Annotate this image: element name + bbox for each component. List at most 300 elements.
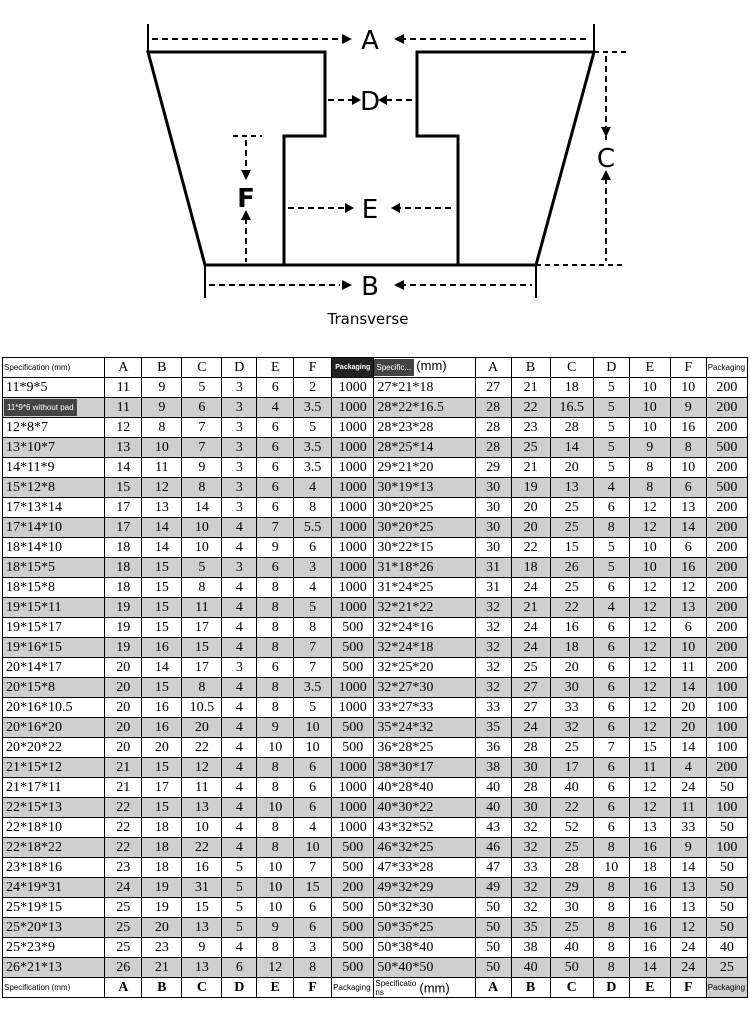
left-d-cell: 4 xyxy=(222,778,257,798)
right-c-cell: 33 xyxy=(550,698,593,718)
right-packaging-cell: 200 xyxy=(706,618,747,638)
left-a-cell: 12 xyxy=(105,418,142,438)
footer-col-d-right: D xyxy=(593,978,629,998)
right-d-cell: 8 xyxy=(593,938,629,958)
left-packaging-cell: 1000 xyxy=(332,418,374,438)
left-e-cell: 8 xyxy=(257,838,294,858)
left-spec-cell: 19*15*17 xyxy=(3,618,105,638)
right-c-cell: 25 xyxy=(550,518,593,538)
left-c-cell: 12 xyxy=(182,758,222,778)
left-packaging-cell: 1000 xyxy=(332,478,374,498)
table-row xyxy=(3,478,748,498)
table-row xyxy=(3,818,748,838)
left-e-cell: 6 xyxy=(257,438,294,458)
right-packaging-cell: 25 xyxy=(706,958,747,978)
extension-lines xyxy=(148,24,626,298)
footer-col-e-right: E xyxy=(629,978,670,998)
right-b-cell: 22 xyxy=(511,538,550,558)
right-packaging-cell: 50 xyxy=(706,778,747,798)
left-c-cell: 17 xyxy=(182,658,222,678)
right-spec-cell: 30*22*15 xyxy=(374,538,475,558)
header-col-d: D xyxy=(222,358,257,378)
left-packaging-cell: 500 xyxy=(332,838,374,858)
left-b-cell: 9 xyxy=(142,378,182,398)
right-c-cell: 40 xyxy=(550,938,593,958)
left-d-cell: 3 xyxy=(222,398,257,418)
left-d-cell: 5 xyxy=(222,918,257,938)
right-e-cell: 18 xyxy=(629,858,670,878)
left-c-cell: 13 xyxy=(182,918,222,938)
right-f-cell: 6 xyxy=(670,478,706,498)
right-spec-cell: 46*32*25 xyxy=(374,838,475,858)
left-spec-cell xyxy=(3,398,105,418)
footer-col-e: E xyxy=(257,978,294,998)
right-d-cell: 6 xyxy=(593,818,629,838)
left-b-cell: 15 xyxy=(142,798,182,818)
left-e-cell: 8 xyxy=(257,938,294,958)
left-f-cell: 10 xyxy=(294,738,332,758)
right-d-cell: 6 xyxy=(593,498,629,518)
right-spec-cell: 40*28*40 xyxy=(374,778,475,798)
right-e-cell: 8 xyxy=(629,458,670,478)
right-a-cell: 31 xyxy=(475,558,511,578)
left-packaging-cell: 1000 xyxy=(332,678,374,698)
right-packaging-cell: 40 xyxy=(706,938,747,958)
right-f-cell: 20 xyxy=(670,718,706,738)
left-e-cell: 9 xyxy=(257,918,294,938)
right-packaging-cell: 100 xyxy=(706,738,747,758)
left-d-cell: 4 xyxy=(222,718,257,738)
right-e-cell: 10 xyxy=(629,398,670,418)
right-spec-cell: 32*25*20 xyxy=(374,658,475,678)
right-b-cell: 24 xyxy=(511,638,550,658)
left-d-cell: 4 xyxy=(222,598,257,618)
right-f-cell: 6 xyxy=(670,618,706,638)
table-row xyxy=(3,378,748,398)
right-c-cell: 13 xyxy=(550,478,593,498)
right-c-cell: 22 xyxy=(550,598,593,618)
left-c-cell: 11 xyxy=(182,778,222,798)
right-f-cell: 14 xyxy=(670,858,706,878)
right-f-cell: 33 xyxy=(670,818,706,838)
right-d-cell: 7 xyxy=(593,738,629,758)
left-e-cell: 10 xyxy=(257,878,294,898)
left-c-cell: 20 xyxy=(182,718,222,738)
right-packaging-cell: 50 xyxy=(706,898,747,918)
left-f-cell: 8 xyxy=(294,618,332,638)
right-packaging-cell: 50 xyxy=(706,818,747,838)
right-d-cell: 8 xyxy=(593,898,629,918)
right-a-cell: 32 xyxy=(475,598,511,618)
footer-packaging-left: Packaging xyxy=(332,978,374,998)
right-d-cell: 5 xyxy=(593,418,629,438)
right-c-cell: 52 xyxy=(550,818,593,838)
left-e-cell: 6 xyxy=(257,658,294,678)
left-b-cell: 17 xyxy=(142,778,182,798)
left-e-cell: 6 xyxy=(257,498,294,518)
right-b-cell: 21 xyxy=(511,458,550,478)
header-packaging-left: Packaging xyxy=(332,358,374,378)
left-e-cell: 8 xyxy=(257,678,294,698)
right-e-cell: 12 xyxy=(629,798,670,818)
left-f-cell: 6 xyxy=(294,898,332,918)
header-col-f-right: F xyxy=(670,358,706,378)
right-b-cell: 24 xyxy=(511,618,550,638)
left-b-cell: 12 xyxy=(142,478,182,498)
left-f-cell: 8 xyxy=(294,958,332,978)
right-packaging-cell: 200 xyxy=(706,638,747,658)
right-e-cell: 12 xyxy=(629,678,670,698)
left-spec-cell: 25*23*9 xyxy=(3,938,105,958)
right-e-cell: 10 xyxy=(629,558,670,578)
right-f-cell: 6 xyxy=(670,538,706,558)
left-c-cell: 13 xyxy=(182,958,222,978)
right-c-cell: 18 xyxy=(550,378,593,398)
left-packaging-cell: 1000 xyxy=(332,698,374,718)
right-d-cell: 4 xyxy=(593,478,629,498)
right-packaging-cell: 200 xyxy=(706,378,747,398)
right-e-cell: 10 xyxy=(629,538,670,558)
right-spec-cell: 31*18*26 xyxy=(374,558,475,578)
table-row xyxy=(3,798,748,818)
footer-spec-right xyxy=(374,978,475,998)
right-a-cell: 33 xyxy=(475,698,511,718)
left-packaging-cell: 1000 xyxy=(332,598,374,618)
left-d-cell: 3 xyxy=(222,498,257,518)
left-a-cell: 15 xyxy=(105,478,142,498)
header-unit-right: (mm) xyxy=(416,358,447,373)
right-b-cell: 27 xyxy=(511,698,550,718)
left-e-cell: 10 xyxy=(257,738,294,758)
right-spec-cell: 32*24*16 xyxy=(374,618,475,638)
left-b-cell: 15 xyxy=(142,618,182,638)
right-d-cell: 5 xyxy=(593,558,629,578)
right-packaging-cell: 200 xyxy=(706,758,747,778)
left-f-cell: 5 xyxy=(294,418,332,438)
right-f-cell: 13 xyxy=(670,598,706,618)
right-a-cell: 46 xyxy=(475,838,511,858)
table-row xyxy=(3,838,748,858)
right-c-cell: 25 xyxy=(550,918,593,938)
right-spec-cell: 50*32*30 xyxy=(374,898,475,918)
right-f-cell: 24 xyxy=(670,778,706,798)
left-d-cell: 6 xyxy=(222,958,257,978)
left-c-cell: 10.5 xyxy=(182,698,222,718)
right-c-cell: 25 xyxy=(550,738,593,758)
right-e-cell: 12 xyxy=(629,578,670,598)
right-b-cell: 28 xyxy=(511,778,550,798)
right-f-cell: 24 xyxy=(670,958,706,978)
left-packaging-cell: 1000 xyxy=(332,438,374,458)
right-packaging-cell: 50 xyxy=(706,918,747,938)
left-packaging-cell: 500 xyxy=(332,718,374,738)
table-row xyxy=(3,538,748,558)
left-spec-cell: 17*14*10 xyxy=(3,518,105,538)
left-b-cell: 10 xyxy=(142,438,182,458)
right-d-cell: 6 xyxy=(593,778,629,798)
right-b-cell: 21 xyxy=(511,378,550,398)
label-b: B xyxy=(361,272,379,302)
right-packaging-cell: 500 xyxy=(706,438,747,458)
footer-col-f: F xyxy=(294,978,332,998)
header-col-c: C xyxy=(182,358,222,378)
left-a-cell: 19 xyxy=(105,598,142,618)
right-b-cell: 19 xyxy=(511,478,550,498)
right-spec-cell: 30*19*13 xyxy=(374,478,475,498)
right-spec-cell: 27*21*18 xyxy=(374,378,475,398)
right-a-cell: 32 xyxy=(475,658,511,678)
right-spec-cell: 35*24*32 xyxy=(374,718,475,738)
right-d-cell: 8 xyxy=(593,878,629,898)
right-e-cell: 16 xyxy=(629,898,670,918)
right-b-cell: 25 xyxy=(511,438,550,458)
right-c-cell: 28 xyxy=(550,858,593,878)
right-b-cell: 21 xyxy=(511,598,550,618)
right-e-cell: 13 xyxy=(629,818,670,838)
left-a-cell: 24 xyxy=(105,878,142,898)
right-f-cell: 10 xyxy=(670,638,706,658)
left-a-cell: 20 xyxy=(105,698,142,718)
right-d-cell: 6 xyxy=(593,758,629,778)
left-packaging-cell: 500 xyxy=(332,618,374,638)
right-f-cell: 20 xyxy=(670,698,706,718)
right-f-cell: 10 xyxy=(670,378,706,398)
table-row xyxy=(3,738,748,758)
right-e-cell: 12 xyxy=(629,658,670,678)
right-f-cell: 24 xyxy=(670,938,706,958)
left-e-cell: 10 xyxy=(257,798,294,818)
left-a-cell: 11 xyxy=(105,398,142,418)
right-packaging-cell: 50 xyxy=(706,878,747,898)
right-spec-cell: 36*28*25 xyxy=(374,738,475,758)
right-b-cell: 35 xyxy=(511,918,550,938)
right-packaging-cell: 200 xyxy=(706,418,747,438)
right-a-cell: 50 xyxy=(475,958,511,978)
left-packaging-cell: 1000 xyxy=(332,558,374,578)
left-a-cell: 22 xyxy=(105,818,142,838)
left-spec-cell: 25*20*13 xyxy=(3,918,105,938)
left-e-cell: 8 xyxy=(257,618,294,638)
right-spec-cell: 29*21*20 xyxy=(374,458,475,478)
right-c-cell: 50 xyxy=(550,958,593,978)
right-b-cell: 32 xyxy=(511,818,550,838)
right-spec-cell: 43*32*52 xyxy=(374,818,475,838)
right-packaging-cell: 100 xyxy=(706,718,747,738)
left-f-cell: 6 xyxy=(294,918,332,938)
right-a-cell: 50 xyxy=(475,898,511,918)
right-c-cell: 14 xyxy=(550,438,593,458)
left-f-cell: 3 xyxy=(294,558,332,578)
dimension-lines xyxy=(152,39,606,285)
left-f-cell: 3.5 xyxy=(294,398,332,418)
left-e-cell: 9 xyxy=(257,538,294,558)
left-packaging-cell: 500 xyxy=(332,958,374,978)
right-c-cell: 30 xyxy=(550,678,593,698)
right-a-cell: 28 xyxy=(475,418,511,438)
table-row xyxy=(3,558,748,578)
left-c-cell: 17 xyxy=(182,618,222,638)
footer-spec-right-label: Specifications xyxy=(375,978,417,997)
left-d-cell: 5 xyxy=(222,878,257,898)
right-f-cell: 4 xyxy=(670,758,706,778)
left-d-cell: 4 xyxy=(222,698,257,718)
right-a-cell: 29 xyxy=(475,458,511,478)
left-f-cell: 15 xyxy=(294,878,332,898)
table-row xyxy=(3,418,748,438)
left-e-cell: 6 xyxy=(257,478,294,498)
left-d-cell: 4 xyxy=(222,638,257,658)
right-c-cell: 20 xyxy=(550,458,593,478)
right-b-cell: 33 xyxy=(511,858,550,878)
left-c-cell: 14 xyxy=(182,498,222,518)
table-row xyxy=(3,438,748,458)
left-f-cell: 6 xyxy=(294,798,332,818)
left-packaging-cell: 500 xyxy=(332,658,374,678)
left-a-cell: 25 xyxy=(105,898,142,918)
arrow-heads xyxy=(241,34,611,290)
left-c-cell: 7 xyxy=(182,438,222,458)
left-spec-cell: 11*9*5 xyxy=(3,378,105,398)
left-c-cell: 15 xyxy=(182,898,222,918)
right-packaging-cell: 100 xyxy=(706,698,747,718)
left-spec-cell: 14*11*9 xyxy=(3,458,105,478)
table-row xyxy=(3,618,748,638)
left-packaging-cell: 500 xyxy=(332,918,374,938)
right-e-cell: 16 xyxy=(629,938,670,958)
right-d-cell: 8 xyxy=(593,838,629,858)
left-f-cell: 6 xyxy=(294,778,332,798)
left-e-cell: 10 xyxy=(257,898,294,918)
right-d-cell: 6 xyxy=(593,638,629,658)
left-b-cell: 16 xyxy=(142,638,182,658)
right-b-cell: 40 xyxy=(511,958,550,978)
right-d-cell: 6 xyxy=(593,678,629,698)
left-packaging-cell: 1000 xyxy=(332,578,374,598)
left-e-cell: 7 xyxy=(257,518,294,538)
table-row xyxy=(3,938,748,958)
right-b-cell: 23 xyxy=(511,418,550,438)
right-f-cell: 16 xyxy=(670,418,706,438)
left-spec-cell: 22*15*13 xyxy=(3,798,105,818)
right-b-cell: 28 xyxy=(511,738,550,758)
left-a-cell: 25 xyxy=(105,918,142,938)
left-d-cell: 3 xyxy=(222,478,257,498)
left-c-cell: 22 xyxy=(182,838,222,858)
right-e-cell: 15 xyxy=(629,738,670,758)
left-b-cell: 13 xyxy=(142,498,182,518)
left-a-cell: 23 xyxy=(105,858,142,878)
right-f-cell: 9 xyxy=(670,838,706,858)
right-c-cell: 15 xyxy=(550,538,593,558)
right-a-cell: 30 xyxy=(475,498,511,518)
right-e-cell: 12 xyxy=(629,778,670,798)
left-spec-cell: 12*8*7 xyxy=(3,418,105,438)
right-spec-cell: 30*20*25 xyxy=(374,518,475,538)
left-a-cell: 20 xyxy=(105,718,142,738)
left-f-cell: 10 xyxy=(294,838,332,858)
left-e-cell: 8 xyxy=(257,698,294,718)
right-c-cell: 20 xyxy=(550,658,593,678)
right-f-cell: 13 xyxy=(670,878,706,898)
part-outline xyxy=(148,52,594,265)
left-f-cell: 5.5 xyxy=(294,518,332,538)
right-d-cell: 8 xyxy=(593,958,629,978)
right-a-cell: 30 xyxy=(475,478,511,498)
left-d-cell: 3 xyxy=(222,558,257,578)
table-row xyxy=(3,458,748,478)
left-spec-cell: 20*20*22 xyxy=(3,738,105,758)
left-e-cell: 6 xyxy=(257,458,294,478)
left-a-cell: 20 xyxy=(105,738,142,758)
right-f-cell: 14 xyxy=(670,738,706,758)
header-col-f: F xyxy=(294,358,332,378)
right-d-cell: 6 xyxy=(593,718,629,738)
left-d-cell: 4 xyxy=(222,818,257,838)
left-a-cell: 13 xyxy=(105,438,142,458)
left-a-cell: 20 xyxy=(105,678,142,698)
table-header-row xyxy=(3,358,748,378)
left-d-cell: 3 xyxy=(222,378,257,398)
right-packaging-cell: 200 xyxy=(706,538,747,558)
right-spec-cell: 50*38*40 xyxy=(374,938,475,958)
left-packaging-cell: 500 xyxy=(332,638,374,658)
right-c-cell: 28 xyxy=(550,418,593,438)
left-spec-cell: 22*18*22 xyxy=(3,838,105,858)
right-d-cell: 6 xyxy=(593,618,629,638)
footer-spec-left: Specification (mm) xyxy=(3,978,105,998)
diagram-caption: Transverse xyxy=(327,310,409,328)
left-e-cell: 8 xyxy=(257,818,294,838)
right-c-cell: 16 xyxy=(550,618,593,638)
right-b-cell: 18 xyxy=(511,558,550,578)
right-spec-cell: 30*20*25 xyxy=(374,498,475,518)
left-f-cell: 6 xyxy=(294,538,332,558)
left-packaging-cell: 1000 xyxy=(332,758,374,778)
right-spec-cell: 31*24*25 xyxy=(374,578,475,598)
table-row xyxy=(3,698,748,718)
left-spec-cell: 13*10*7 xyxy=(3,438,105,458)
right-a-cell: 43 xyxy=(475,818,511,838)
left-f-cell: 7 xyxy=(294,858,332,878)
spec-badge: 11*9*6 without pad xyxy=(4,399,77,416)
header-col-c-right: C xyxy=(550,358,593,378)
right-c-cell: 16.5 xyxy=(550,398,593,418)
right-b-cell: 27 xyxy=(511,678,550,698)
header-col-b: B xyxy=(142,358,182,378)
right-b-cell: 24 xyxy=(511,578,550,598)
left-d-cell: 4 xyxy=(222,838,257,858)
footer-col-b: B xyxy=(142,978,182,998)
right-e-cell: 16 xyxy=(629,878,670,898)
right-spec-cell: 32*27*30 xyxy=(374,678,475,698)
left-f-cell: 5 xyxy=(294,698,332,718)
dimension-diagram xyxy=(0,0,750,350)
left-f-cell: 6 xyxy=(294,758,332,778)
right-e-cell: 12 xyxy=(629,638,670,658)
right-e-cell: 10 xyxy=(629,418,670,438)
left-d-cell: 4 xyxy=(222,798,257,818)
right-e-cell: 12 xyxy=(629,498,670,518)
left-d-cell: 3 xyxy=(222,438,257,458)
footer-unit-right: (mm) xyxy=(419,980,450,995)
right-b-cell: 30 xyxy=(511,798,550,818)
right-a-cell: 38 xyxy=(475,758,511,778)
right-c-cell: 25 xyxy=(550,838,593,858)
left-b-cell: 11 xyxy=(142,458,182,478)
left-packaging-cell: 1000 xyxy=(332,798,374,818)
left-spec-cell: 18*14*10 xyxy=(3,538,105,558)
right-f-cell: 16 xyxy=(670,558,706,578)
